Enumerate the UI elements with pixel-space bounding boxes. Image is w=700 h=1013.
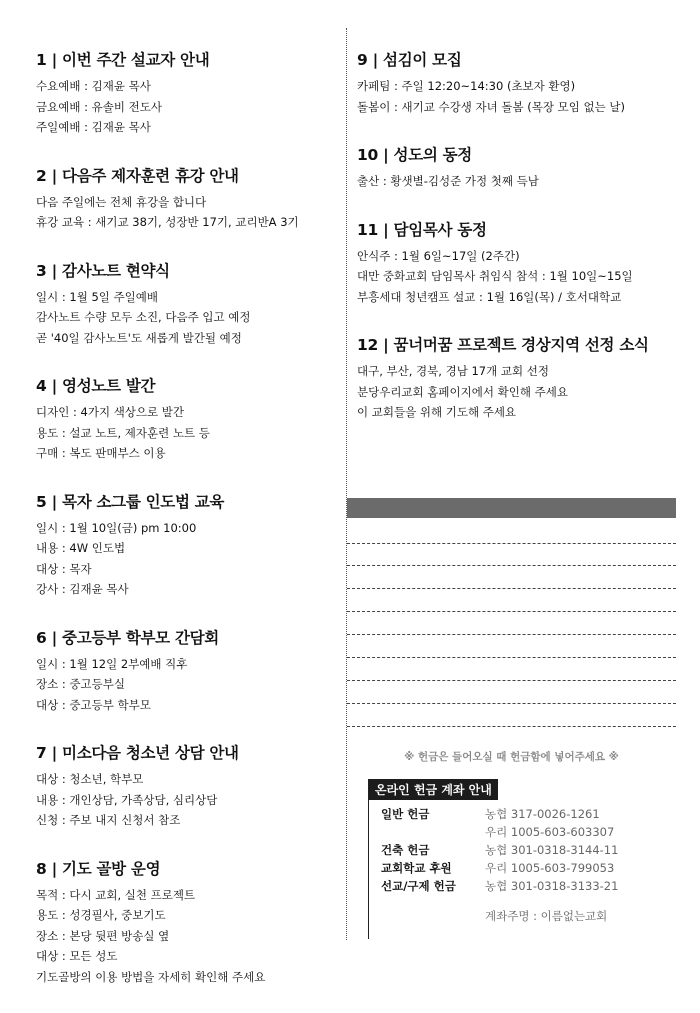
section-line: 목적 : 다시 교회, 실천 프로젝트 [36,887,196,902]
left-column [36,48,336,1013]
account-number: 우리 1005-603-603307 [485,825,615,839]
memo-line [347,634,676,635]
memo-line [347,543,676,544]
announcement-section [36,259,336,349]
section-line: 대구, 부산, 경북, 경남 17개 교회 선정 [357,364,549,378]
section-line: 카페팀 : 주일 12:20~14:30 (초보자 환영) [357,79,576,93]
section-line: 곧 '40일 감사노트'도 새롭게 발간될 예정 [36,330,242,345]
section-line: 용도 : 설교 노트, 제자훈련 노트 등 [36,425,210,440]
memo-line [347,680,676,681]
section-line: 출산 : 황샛별-김성준 가정 첫째 득남 [357,174,539,188]
memo-line [347,611,676,612]
section-line: 주일예배 : 김재윤 목사 [36,120,151,134]
section-line: 안식주 : 1월 6일~17일 (2주간) [357,248,520,263]
account-number: 우리 1005-603-799053 [485,861,615,875]
account-label: 교회학교 후원 [381,861,452,875]
announcement-section [357,143,677,192]
announcement-section [357,48,677,117]
announcement-section [36,48,336,138]
account-label: 선교/구제 헌금 [381,879,456,893]
announcement-section [36,626,336,716]
offering-box-title: 온라인 헌금 계좌 안내 [369,779,498,800]
memo-line [347,703,676,704]
section-line: 대상 : 목자 [36,561,92,576]
announcement-section [357,218,677,308]
section-line: 일시 : 1월 12일 2부예배 직후 [36,656,188,671]
account-number: 농협 317-0026-1261 [485,807,600,821]
section-line: 강사 : 김재윤 목사 [36,582,129,596]
section-line: 기도골방의 이용 방법을 자세히 확인해 주세요 [36,969,266,984]
account-label: 건축 헌금 [381,843,430,857]
section-line: 장소 : 중고등부실 [36,677,125,691]
section-title: 6 | 중고등부 학부모 간담회 [36,628,219,647]
right-column [357,48,677,449]
section-title: 3 | 감사노트 현약식 [36,261,170,280]
account-number: 농협 301-0318-3144-11 [485,843,619,857]
section-line: 다음 주일에는 전체 휴강을 합니다 [36,194,207,209]
memo-line [347,588,676,589]
memo-header-bar [347,498,676,518]
section-title: 2 | 다음주 제자훈련 휴강 안내 [36,166,239,185]
memo-line [347,657,676,658]
section-line: 부흥세대 청년캠프 설교 : 1월 16일(목) / 호서대학교 [357,289,622,304]
announcement-section [357,333,677,423]
offering-notice: ※ 헌금은 들어오실 때 헌금함에 넣어주세요 ※ [404,751,619,763]
section-line: 신청 : 주보 내지 신청서 참조 [36,813,181,827]
memo-line [347,565,676,566]
account-number: 농협 301-0318-3133-21 [485,879,619,893]
section-line: 돌봄이 : 새기교 수강생 자녀 돌봄 (목장 모임 없는 날) [357,99,625,114]
section-line: 휴강 교육 : 새기교 38기, 성장반 17기, 교리반A 3기 [36,215,299,229]
section-line: 대상 : 청소년, 학부모 [36,772,144,786]
announcement-section [36,374,336,464]
section-line: 분당우리교회 홈페이지에서 확인해 주세요 [357,384,568,399]
account-label: 일반 헌금 [381,807,430,821]
account-row [369,824,629,842]
announcement-section [36,490,336,600]
section-title: 1 | 이번 주간 설교자 안내 [36,51,210,69]
account-holder-row [369,908,629,926]
section-title: 12 | 꿈너머꿈 프로젝트 경상지역 선정 소식 [357,336,649,354]
account-row [369,878,629,896]
announcement-section [36,741,336,831]
section-title: 4 | 영성노트 발간 [36,377,156,395]
account-row [369,860,629,878]
section-title: 9 | 섬김이 모집 [357,51,462,69]
section-line: 구매 : 복도 판매부스 이용 [36,446,166,460]
memo-line [347,726,676,727]
online-offering-box [368,779,629,939]
section-line: 대상 : 모든 성도 [36,949,118,963]
section-line: 디자인 : 4가지 색상으로 발간 [36,405,185,419]
section-title: 7 | 미소다음 청소년 상담 안내 [36,744,239,762]
section-line: 금요예배 : 유솔비 전도사 [36,99,162,114]
section-line: 용도 : 성경필사, 중보기도 [36,908,166,922]
section-title: 11 | 담임목사 동정 [357,220,487,239]
section-line: 수요예배 : 김재윤 목사 [36,79,151,93]
section-title: 5 | 목자 소그룹 인도법 교육 [36,492,225,511]
section-line: 내용 : 개인상담, 가족상담, 심리상담 [36,792,218,807]
account-row [369,842,629,860]
column-divider [346,28,347,940]
section-line: 감사노트 수량 모두 소진, 다음주 입고 예정 [36,310,251,324]
section-line: 대상 : 중고등부 학부모 [36,697,151,712]
section-line: 일시 : 1월 10일(금) pm 10:00 [36,520,197,535]
account-row [369,806,629,824]
section-title: 10 | 성도의 동정 [357,146,472,164]
section-line: 장소 : 본당 뒷편 방송실 옆 [36,928,170,943]
section-line: 대만 중화교회 담임목사 취임식 참석 : 1월 10일~15일 [357,269,633,283]
announcement-section [36,857,336,988]
announcement-section [36,164,336,233]
account-holder: 계좌주명 : 이름없는교회 [485,909,608,923]
section-line: 일시 : 1월 5일 주일예배 [36,289,159,304]
section-line: 이 교회들을 위해 기도해 주세요 [357,405,517,419]
section-line: 내용 : 4W 인도법 [36,541,126,555]
section-title: 8 | 기도 골방 운영 [36,859,161,878]
